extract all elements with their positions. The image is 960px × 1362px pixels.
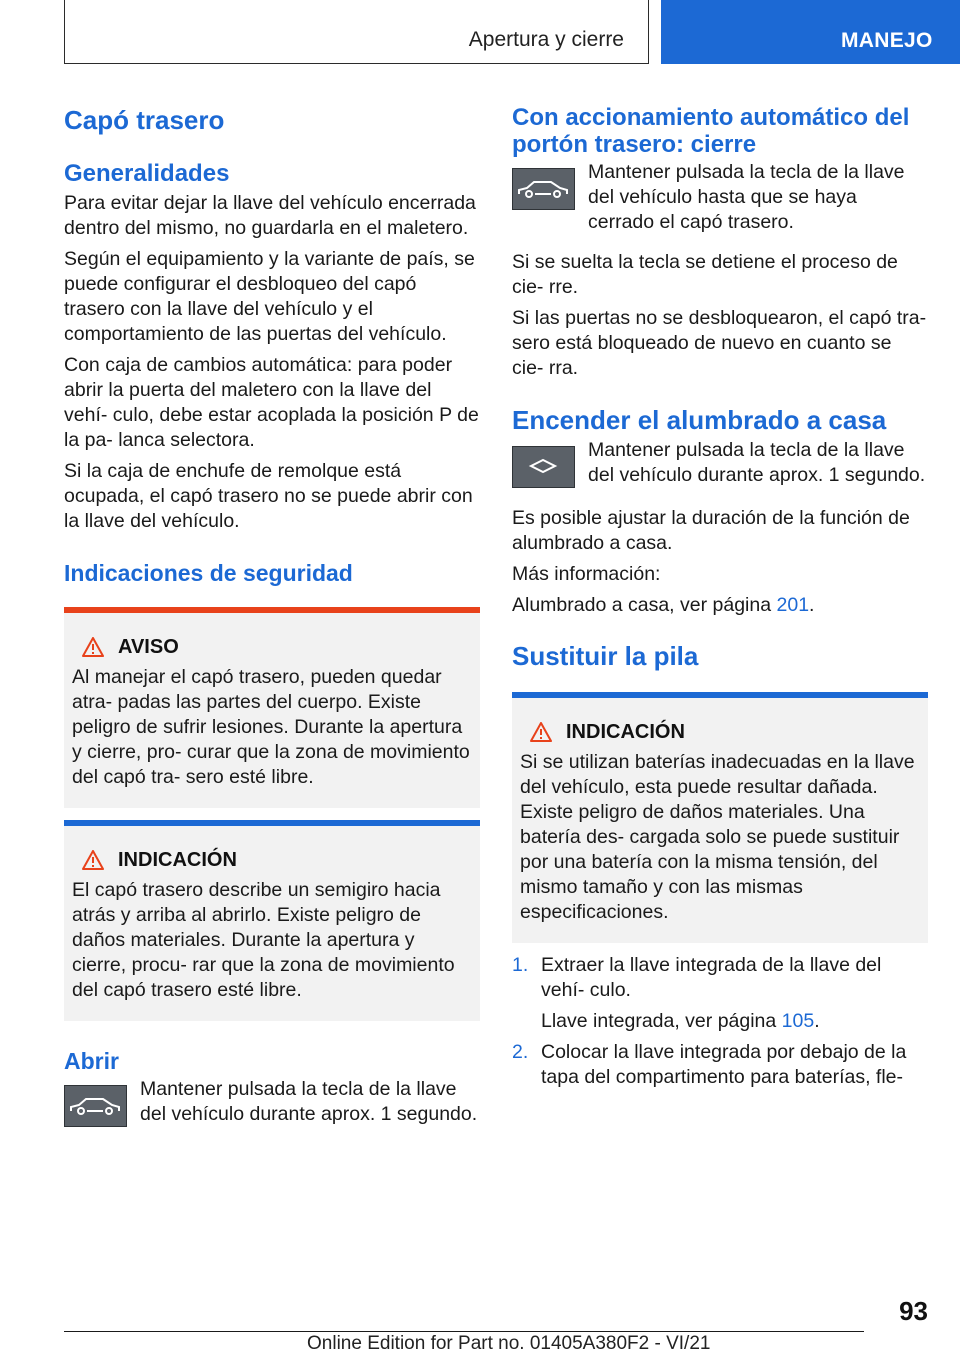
paragraph: Es posible ajustar la duración de la función de alumbrado a casa. (512, 507, 910, 554)
footer-divider (64, 1331, 864, 1332)
headlight-icon (512, 446, 575, 488)
note-box (64, 820, 480, 1021)
auto-close-text: Mantener pulsada la tecla de la llave del vehículo hasta que se haya cerrado el capó trasero. (588, 161, 905, 233)
key-instruction (512, 438, 928, 488)
key-instruction (512, 160, 928, 235)
warning-triangle-icon (530, 722, 552, 742)
sub-reference-suffix: . (814, 1010, 820, 1032)
list-number: 2. (512, 1041, 529, 1063)
warning-triangle-icon (82, 850, 104, 870)
paragraph: Si las puertas no se desbloquearon, el capó tra‐ sero está bloqueado de nuevo en cuanto se cie‐ rra. (512, 307, 927, 379)
sub-reference-text: Llave integrada, ver página (541, 1010, 782, 1032)
footer-edition: Online Edition for Part no. 01405A380F2 - VI/21 (307, 1333, 711, 1354)
car-trunk-icon (64, 1085, 127, 1127)
list-sub-item (512, 1009, 928, 1034)
open-text: Mantener pulsada la tecla de la llave del vehículo durante aprox. 1 segundo. (140, 1078, 478, 1125)
note-box (512, 692, 928, 943)
home-light-text: Mantener pulsada la tecla de la llave del vehículo durante aprox. 1 segundo. (588, 439, 926, 486)
note-text: Si se utilizan baterías inadecuadas en la llave del vehículo, esta puede resultar dañada. Existe peligro de daños materiales. Una batería des‐ cargada solo se puede sustituir por una batería con la misma tensión, del mismo tamaño y con las mismas especificaciones. (520, 751, 915, 923)
note-title: INDICACIÓN (118, 848, 237, 871)
auto-close-heading: Con accionamiento automático del portón trasero: cierre (512, 104, 910, 158)
page-link[interactable]: 201 (776, 594, 810, 616)
list-text: Colocar la llave integrada por debajo de la tapa del compartimento para baterías, fle‐ (541, 1041, 907, 1088)
list-number: 1. (512, 954, 529, 976)
note-title: INDICACIÓN (566, 720, 685, 743)
warning-title-row (72, 633, 472, 661)
page-title: Capó trasero (64, 105, 225, 135)
warning-text: Al manejar el capó trasero, pueden quedar atra‐ padas las partes del cuerpo. Existe peligro de sufrir lesiones. Durante la apertura y cierre, pro‐ curar que la zona de movimiento del capó tra‐ sero esté libre. (72, 666, 470, 788)
home-light-heading: Encender el alumbrado a casa (512, 405, 887, 435)
list-item (512, 953, 928, 1003)
header-section-box (64, 0, 649, 64)
note-text: El capó trasero describe un semigiro hacia atrás y arriba al abrirlo. Existe peligro de daños materiales. Durante la apertura y cierre, procu‐ rar que la zona de movimiento del capó trasero esté libre. (72, 879, 455, 1001)
paragraph: Si se suelta la tecla se detiene el proceso de cie‐ rre. (512, 251, 898, 298)
safety-heading: Indicaciones de seguridad (64, 560, 353, 586)
right-column (512, 100, 928, 1090)
car-trunk-icon (512, 168, 575, 210)
general-heading: Generalidades (64, 160, 230, 187)
paragraph: Si la caja de enchufe de remolque está ocupada, el capó trasero no se puede abrir con la llave del vehículo. (64, 460, 473, 532)
paragraph: Más información: (512, 563, 661, 585)
reference-suffix: . (809, 594, 815, 616)
reference-paragraph (512, 593, 928, 618)
warning-title: AVISO (118, 635, 179, 658)
key-instruction (64, 1077, 480, 1127)
note-title-row (72, 846, 472, 874)
page-link[interactable]: 105 (781, 1010, 815, 1032)
chapter-tab (661, 0, 960, 64)
section-title: Apertura y cierre (468, 28, 624, 51)
left-column (64, 100, 480, 1127)
battery-heading: Sustituir la pila (512, 641, 699, 671)
paragraph: Para evitar dejar la llave del vehículo encerrada dentro del mismo, no guardarla en el maletero. (64, 192, 476, 239)
chapter-title: MANEJO (841, 29, 933, 52)
warning-triangle-icon (82, 637, 104, 657)
list-item (512, 1040, 928, 1090)
note-title-row (520, 718, 920, 746)
warning-box (64, 607, 480, 808)
page-number: 93 (899, 1296, 928, 1326)
open-heading: Abrir (64, 1048, 119, 1074)
paragraph: Según el equipamiento y la variante de país, se puede configurar el desbloqueo del capó trasero con la llave del vehículo y el comportamiento de las puertas del vehículo. (64, 248, 475, 345)
paragraph: Con caja de cambios automática: para poder abrir la puerta del maletero con la llave del vehí‐ culo, debe estar acoplada la posición P de la pa‐ lanca selectora. (64, 354, 479, 451)
reference-text: Alumbrado a casa, ver página (512, 594, 777, 616)
list-text: Extraer la llave integrada de la llave del vehí‐ culo. (541, 954, 882, 1001)
